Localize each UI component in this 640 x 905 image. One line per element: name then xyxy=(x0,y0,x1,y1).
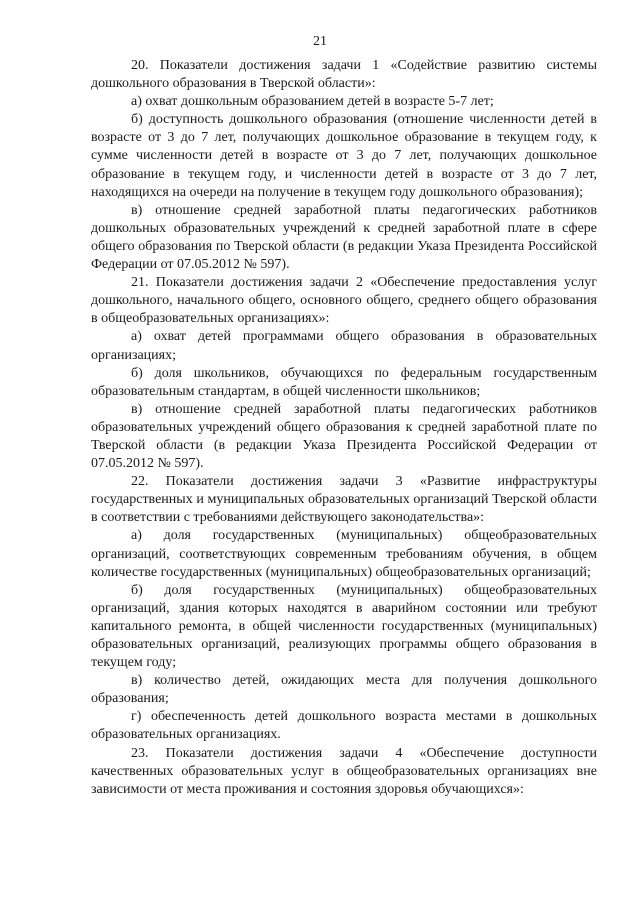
paragraph-21-item-v: в) отношение средней заработной платы педагогических работников образовательных учреждений общего образования к средней заработной плате по Тверской области (в редакции Указа Президента Российской Федерации от 07.05.2012 № 597). xyxy=(91,401,597,472)
paragraph-20-item-a: а) охват дошкольным образованием детей в возрасте 5-7 лет; xyxy=(131,94,494,110)
paragraph-22-item-g: г) обеспеченность детей дошкольного возраста местами в дошкольных образовательных организациях. xyxy=(91,709,597,743)
paragraph-21-item-b: б) доля школьников, обучающихся по федеральным государственным образовательным стандартам, в общей численности школьников; xyxy=(91,365,597,399)
paragraph-20-heading: 20. Показатели достижения задачи 1 «Содействие развитию системы дошкольного образования в Тверской области»: xyxy=(91,58,597,92)
paragraph-23-heading: 23. Показатели достижения задачи 4 «Обеспечение доступности качественных образовательных услуг в общеобразовательных организациях вне зависимости от места проживания и состояния здоровья обучающихся»: xyxy=(91,745,597,797)
page-number: 21 xyxy=(313,34,327,49)
paragraph-20-item-b: б) доступность дошкольного образования (отношение численности детей в возрасте от 3 до 7 лет, получающих дошкольное образование в текущем году, к сумме численности детей в возрасте от 3 до 7 лет, получающих дошкольное образование в текущем году, и численности детей в возрасте от 3 до 7 лет, находящихся на очереди на получение в текущем году дошкольного образования); xyxy=(91,112,597,200)
paragraph-22-heading: 22. Показатели достижения задачи 3 «Развитие инфраструктуры государственных и муниципальных образовательных организаций Тверской области в соответствии с требованиями действующего законодательства»: xyxy=(91,474,597,526)
paragraph-21-item-a: а) охват детей программами общего образования в образовательных организациях; xyxy=(91,329,597,363)
document-body xyxy=(91,57,597,799)
paragraph-21-heading: 21. Показатели достижения задачи 2 «Обеспечение предоставления услуг дошкольного, начального общего, основного общего, среднего общего образования в общеобразовательных организациях»: xyxy=(91,275,597,327)
paragraph-20-item-v: в) отношение средней заработной платы педагогических работников дошкольных образовательных учреждений к средней заработной плате в сфере общего образования по Тверской области (в редакции Указа Президента Российской Федерации от 07.05.2012 № 597). xyxy=(91,202,597,273)
paragraph-22-item-v: в) количество детей, ожидающих места для получения дошкольного образования; xyxy=(91,673,597,707)
paragraph-22-item-a: а) доля государственных (муниципальных) общеобразовательных организаций, соответствующих современным требованиям обучения, в общем количестве государственных (муниципальных) общеобразовательных организаций; xyxy=(91,528,597,580)
paragraph-22-item-b: б) доля государственных (муниципальных) общеобразовательных организаций, здания которых находятся в аварийном состоянии или требуют капитального ремонта, в общей численности государственных (муниципальных) образовательных организаций, реализующих программы общего образования в текущем году; xyxy=(91,582,597,671)
